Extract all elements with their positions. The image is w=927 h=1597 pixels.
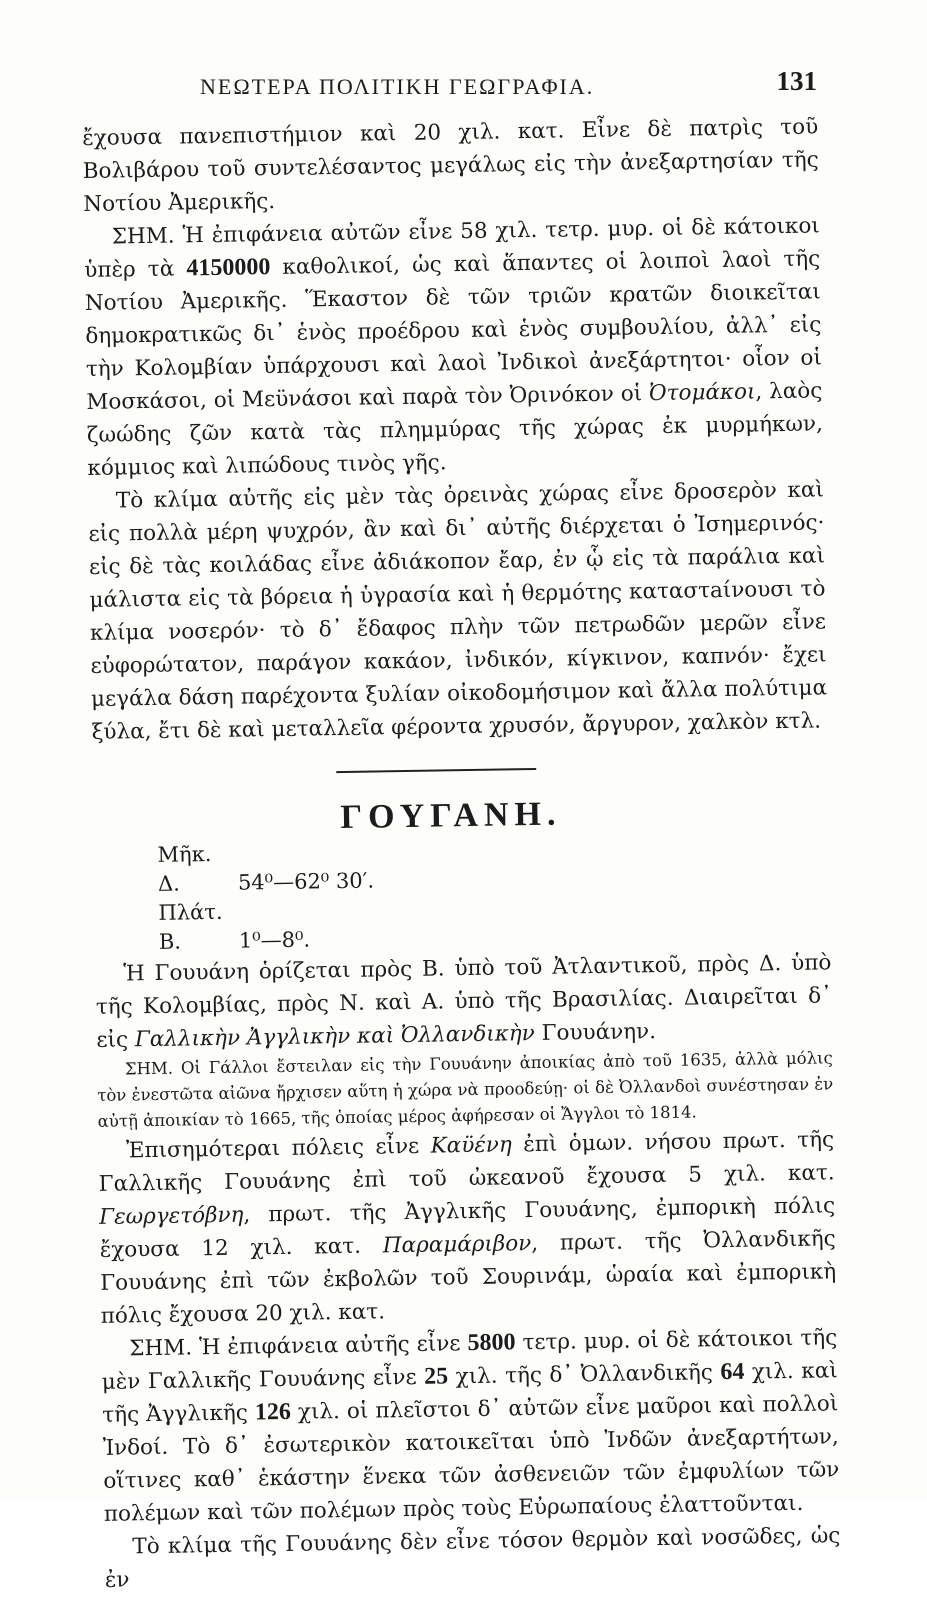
running-title: ΝΕΩΤΕΡΑ ΠΟΛΙΤΙΚΗ ΓΕΩΓΡΑΦΙΑ.: [200, 74, 595, 99]
longitude-label: Μῆκ. Δ.: [157, 842, 212, 896]
english-population: 126: [254, 1398, 292, 1426]
population-number: 4150000: [186, 254, 271, 282]
latitude-label: Πλάτ. Β.: [158, 899, 223, 954]
paragraph-note-population: [84, 209, 824, 485]
coordinates-longitude: [157, 830, 830, 899]
italic-divisions: Γαλλικὴν Ἀγγλικὴν καὶ Ὀλλανδικὴν: [134, 1021, 535, 1053]
city-cayenne: Καϋένη: [430, 1132, 512, 1159]
french-population: 25: [423, 1363, 449, 1390]
paragraph-climate-guiana: Τὸ κλίμα τῆς Γουυάνης δὲν εἶνε τόσον θερμὸν καὶ νοσῶδες, ὡς ἐν: [104, 1523, 841, 1593]
text-run: τετρ. μυρ. οἱ δὲ κάτοικοι τῆς μὲν Γαλλικῆς Γουυάνης εἶνε: [101, 1325, 838, 1395]
text-run: Ἡ Γουυάνη ὁρίζεται πρὸς Β. ὑπὸ τοῦ Ἀτλαντικοῦ, πρὸς Δ. ὑπὸ τῆς Κολομβίας, πρὸς Ν. καὶ Α. ὑπὸ τῆς Βρασιλίας. Διαιρεῖται δ᾽ εἰς: [95, 950, 833, 1053]
paragraph-continuation: ἔχουσα πανεπιστήμιον καὶ 20 χιλ. κατ. Εἶνε δὲ πατρὶς τοῦ Βολιβάρου τοῦ συντελέσαντος μεγάλως εἰς τὴν ἀνεξαρτησίαν τῆς Νοτίου Ἀμερικῆς.: [82, 114, 819, 217]
latitude-value: 1⁰—8⁰.: [238, 927, 311, 953]
text-run: χιλ. καὶ τῆς Ἀγγλικῆς: [102, 1358, 838, 1428]
paragraph-population-note: [101, 1321, 840, 1531]
italic-term: Ὀτομάκοι: [648, 379, 756, 407]
text-run: , λαὸς ζωώδης ζῶν κατὰ τὰς πλημμύρας τῆς χώρας ἐκ μυρμήκων, κόμμιος καὶ λιπώδους τινὸς γῆς.: [86, 378, 824, 481]
text-run: ἐπὶ ὁμων. νήσου πρωτ. τῆς Γαλλικῆς Γουυάνης ἐπὶ τοῦ ὠκεανοῦ ἔχουσα 5 χιλ. κατ.: [98, 1127, 835, 1197]
note-label: ΣΗΜ.: [111, 223, 175, 250]
page-number: 131: [776, 66, 817, 96]
text-run: χιλ. τῆς δ᾽ Ὀλλανδικῆς: [447, 1360, 721, 1390]
text-run: , πρωτ. τῆς Ὀλλανδικῆς Γουυάνης ἐπὶ τῶν ἐκβολῶν τοῦ Σουρινάμ, ὡραία καὶ ἐμπορικὴ πόλις ἔχουσα 20 χιλ. κατ.: [100, 1226, 837, 1329]
coordinates-latitude: [158, 888, 831, 957]
note-label: ΣΗΜ.: [124, 1058, 174, 1079]
page-body: [82, 110, 841, 1596]
text-run: Ἡ ἐπιφάνεια αὐτῶν εἶνε 58 χιλ. τετρ. μυρ. οἱ δὲ κάτοικοι ὑπὲρ τὰ: [84, 213, 820, 283]
note-label: ΣΗΜ.: [129, 1335, 193, 1362]
text-run: Γουυάνην.: [534, 1019, 657, 1046]
text-run: χιλ. οἱ πλεῖστοι δ᾽ αὐτῶν εἶνε μαῦροι καὶ πολλοὶ Ἰνδοί. Τὸ δ᾽ ἐσωτερικὸν κατοικεῖται ὑπὸ Ἰνδῶν ἀνεξαρτήτων, οἵτινες καθ᾽ ἑκάστην ἕνεκα τῶν ἀσθενειῶν τῶν ἐμφυλίων τῶν πολέμων καὶ τῶν πολέμων πρὸς τοὺς Εὐρωπαίους ἐλαττοῦνται.: [102, 1391, 840, 1527]
text-run: , πρωτ. τῆς Ἀγγλικῆς Γουυάνης, ἐμπορικὴ πόλις ἔχουσα 12 χιλ. κατ.: [99, 1193, 836, 1263]
paragraph-history-note: [97, 1045, 834, 1135]
paragraph-climate: Τὸ κλίμα αὐτῆς εἰς μὲν τὰς ὀρεινὰς χώρας εἶνε δροσερὸν καὶ εἰς πολλὰ μέρη ψυχρόν, ἂν καὶ δι᾽ αὐτῆς διέρχεται ὁ Ἰσημερινός· εἰς δὲ τὰς κοιλάδας εἶνε ἀδιάκοπον ἔαρ, ἐν ᾧ εἰς τὰ παράλια καὶ μάλιστα εἰς τὰ βόρεια ἡ ὑγρασία καὶ ἡ θερμότης καταστaίνουσι τὸ κλίμα νοσερόν· τὸ δ᾽ ἔδαφος πλὴν τῶν πετρωδῶν μερῶν εἶνε εὐφορώτατον, παράγον κακάον, ἰνδικόν, κίγκινον, καπνόν· ἔχει μεγάλα δάση παρέχοντα ξυλίαν οἰκοδομήσιμον καὶ ἄλλα πολύτιμα ξύλα, ἔτι δὲ καὶ μεταλλεῖα φέροντα χρυσόν, ἄργυρον, χαλκὸν κτλ.: [88, 477, 828, 745]
dutch-population: 64: [720, 1358, 745, 1386]
section-divider: [336, 768, 536, 773]
text-run: Οἱ Γάλλοι ἔστειλαν εἰς τὴν Γουυάνην ἀποικίας ἀπὸ τοῦ 1635, ἀλλὰ μόλις τὸν ἐνεστῶτα αἰῶνα ἤρχισεν αὕτη ἡ χώρα νὰ προοδεύῃ· οἱ δὲ Ὀλλανδοὶ συνέστησαν ἐν αὐτῇ ἀποικίαν τὸ 1665, τῆς ὁποίας μέρος ἀφήρεσαν οἱ Ἄγγλοι τὸ 1814.: [97, 1048, 834, 1131]
city-paramaribo: Παραμάριβον: [382, 1231, 532, 1259]
text-run: Ἐπισημότεραι πόλεις εἶνε: [125, 1133, 431, 1164]
paragraph-cities: [98, 1123, 837, 1333]
page-header: [110, 66, 817, 106]
text-run: Ἡ ἐπιφάνεια αὐτῆς εἶνε: [191, 1331, 468, 1361]
longitude-value: 54⁰—62⁰ 30′.: [237, 868, 375, 895]
area-number: 5800: [467, 1329, 516, 1357]
text-run: καθολικοί, ὡς καὶ ἅπαντες οἱ λοιποὶ λαοὶ τῆς Νοτίου Ἀμερικῆς. Ἕκαστον δὲ τῶν τριῶν κρατῶν διοικεῖται δημοκρατικῶς δι᾽ ἑνὸς προέδρου καὶ ἑνὸς συμβουλίου, ἀλλ᾽ εἰς τὴν Κολομβίαν ὑπάρχουσι καὶ λαοὶ Ἰνδικοὶ ἀνεξάρτητοι· οἷον οἱ Μοσκάσοι, οἱ Μεϋνάσοι καὶ παρὰ τὸν Ὀρινόκον οἱ: [84, 246, 822, 415]
city-georgetown: Γεωργετόβνη: [99, 1202, 244, 1230]
paragraph-borders: [95, 946, 832, 1057]
section-title: ΓΟΥΓΑΝΗ.: [340, 795, 562, 837]
